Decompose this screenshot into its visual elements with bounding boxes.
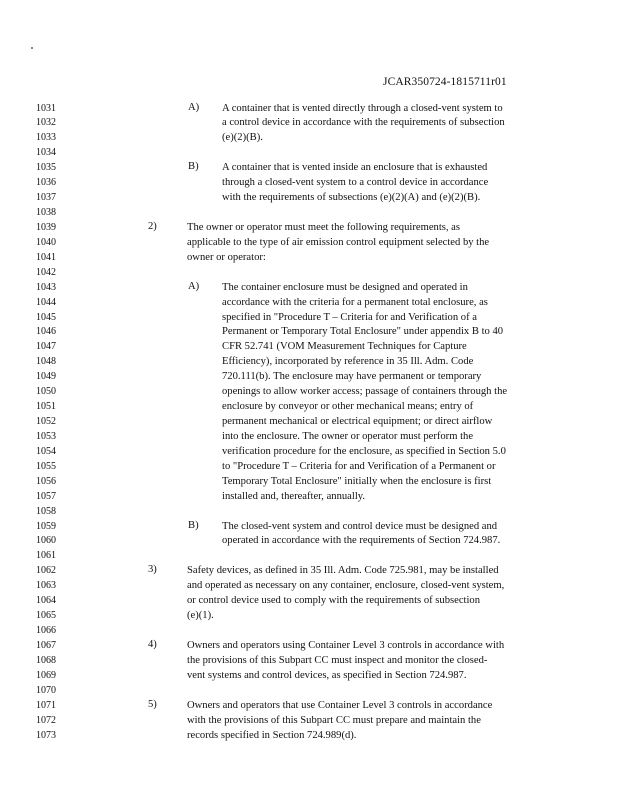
line-number: 1066 xyxy=(36,625,56,637)
line-number: 1033 xyxy=(36,132,56,144)
line-number: 1057 xyxy=(36,490,56,502)
text-line: operated in accordance with the requirements of Section 724.987. xyxy=(222,535,501,547)
list-marker: B) xyxy=(188,161,199,173)
line-number: 1041 xyxy=(36,251,56,263)
text-line: The container enclosure must be designed and operated in xyxy=(222,281,468,293)
line-number: 1051 xyxy=(36,401,56,413)
line-number: 1055 xyxy=(36,460,56,472)
text-line: Efficiency), incorporated by reference in 35 Ill. Adm. Code xyxy=(222,356,474,368)
text-line: with the requirements of subsections (e)(2)(A) and (e)(2)(B). xyxy=(222,192,481,204)
line-number: 1073 xyxy=(36,729,56,741)
text-line: Owners and operators that use Container Level 3 controls in accordance xyxy=(187,699,493,711)
text-line: Temporary Total Enclosure" initially when the enclosure is first xyxy=(222,475,492,487)
text-line: verification procedure for the enclosure, as specified in Section 5.0 xyxy=(222,445,506,457)
line-number: 1046 xyxy=(36,326,56,338)
text-line: a control device in accordance with the requirements of subsection xyxy=(222,117,505,129)
text-line: or control device used to comply with the requirements of subsection xyxy=(187,595,481,607)
line-number: 1049 xyxy=(36,371,56,383)
scan-speck xyxy=(31,47,33,49)
text-line: accordance with the criteria for a permanent total enclosure, as xyxy=(222,296,488,308)
text-line: owner or operator: xyxy=(187,251,266,263)
line-number: 1047 xyxy=(36,341,56,353)
line-number: 1070 xyxy=(36,684,56,696)
text-line: into the enclosure. The owner or operator must perform the xyxy=(222,430,474,442)
line-number: 1054 xyxy=(36,445,56,457)
line-number: 1056 xyxy=(36,475,56,487)
line-number: 1035 xyxy=(36,162,56,174)
line-number: 1052 xyxy=(36,416,56,428)
line-number: 1064 xyxy=(36,595,56,607)
line-number: 1031 xyxy=(36,102,56,114)
line-number: 1034 xyxy=(36,147,56,159)
document-id-header: JCAR350724-1815711r01 xyxy=(383,76,507,88)
line-number: 1059 xyxy=(36,520,56,532)
text-line: to "Procedure T – Criteria for and Verification of a Permanent or xyxy=(222,460,496,472)
list-marker: 4) xyxy=(148,638,157,650)
line-number: 1060 xyxy=(36,535,56,547)
text-line: with the provisions of this Subpart CC must prepare and maintain the xyxy=(187,714,481,726)
line-number: 1042 xyxy=(36,266,56,278)
line-number: 1062 xyxy=(36,565,56,577)
line-number: 1063 xyxy=(36,580,56,592)
text-line: the provisions of this Subpart CC must inspect and monitor the closed- xyxy=(187,654,488,666)
text-line: The owner or operator must meet the following requirements, as xyxy=(187,221,461,233)
text-line: vent systems and control devices, as specified in Section 724.987. xyxy=(187,669,467,681)
list-marker: B) xyxy=(188,519,199,531)
text-line: Permanent or Temporary Total Enclosure" under appendix B to 40 xyxy=(222,326,504,338)
line-number: 1067 xyxy=(36,639,56,651)
line-number: 1048 xyxy=(36,356,56,368)
line-number: 1065 xyxy=(36,610,56,622)
text-line: permanent mechanical or electrical equipment; or direct airflow xyxy=(222,416,493,428)
line-number: 1043 xyxy=(36,281,56,293)
line-number: 1044 xyxy=(36,296,56,308)
line-number: 1068 xyxy=(36,654,56,666)
text-line: The closed-vent system and control device must be designed and xyxy=(222,520,498,532)
line-number: 1040 xyxy=(36,236,56,248)
line-number: 1050 xyxy=(36,386,56,398)
text-line: A container that is vented inside an enclosure that is exhausted xyxy=(222,162,488,174)
text-line: Owners and operators using Container Level 3 controls in accordance with xyxy=(187,639,505,651)
text-line: (e)(2)(B). xyxy=(222,132,263,144)
list-marker: 3) xyxy=(148,564,157,576)
list-marker: A) xyxy=(188,280,200,292)
list-marker: 5) xyxy=(148,698,157,710)
line-number: 1036 xyxy=(36,177,56,189)
text-line: specified in "Procedure T – Criteria for and Verification of a xyxy=(222,311,477,323)
line-number: 1032 xyxy=(36,117,56,129)
line-number: 1039 xyxy=(36,221,56,233)
text-line: openings to allow worker access; passage of containers through the xyxy=(222,386,508,398)
line-number: 1058 xyxy=(36,505,56,517)
text-line: Safety devices, as defined in 35 Ill. Adm. Code 725.981, may be installed xyxy=(187,565,499,577)
line-number: 1037 xyxy=(36,192,56,204)
text-line: applicable to the type of air emission control equipment selected by the xyxy=(187,236,490,248)
text-line: CFR 52.741 (VOM Measurement Techniques for Capture xyxy=(222,341,467,353)
text-line: installed and, thereafter, annually. xyxy=(222,490,366,502)
line-number: 1072 xyxy=(36,714,56,726)
line-number: 1053 xyxy=(36,430,56,442)
text-line: through a closed-vent system to a control device in accordance xyxy=(222,177,489,189)
list-marker: 2) xyxy=(148,220,157,232)
line-number: 1069 xyxy=(36,669,56,681)
line-number: 1061 xyxy=(36,550,56,562)
text-line: and operated as necessary on any container, enclosure, closed-vent system, xyxy=(187,580,505,592)
line-number: 1071 xyxy=(36,699,56,711)
text-line: (e)(1). xyxy=(187,610,214,622)
list-marker: A) xyxy=(188,101,200,113)
text-line: records specified in Section 724.989(d). xyxy=(187,729,357,741)
text-line: enclosure by conveyor or other mechanical means; entry of xyxy=(222,401,474,413)
line-number: 1038 xyxy=(36,207,56,218)
line-number: 1045 xyxy=(36,311,56,323)
text-line: 720.111(b). The enclosure may have permanent or temporary xyxy=(222,371,482,383)
text-line: A container that is vented directly through a closed-vent system to xyxy=(222,102,503,114)
